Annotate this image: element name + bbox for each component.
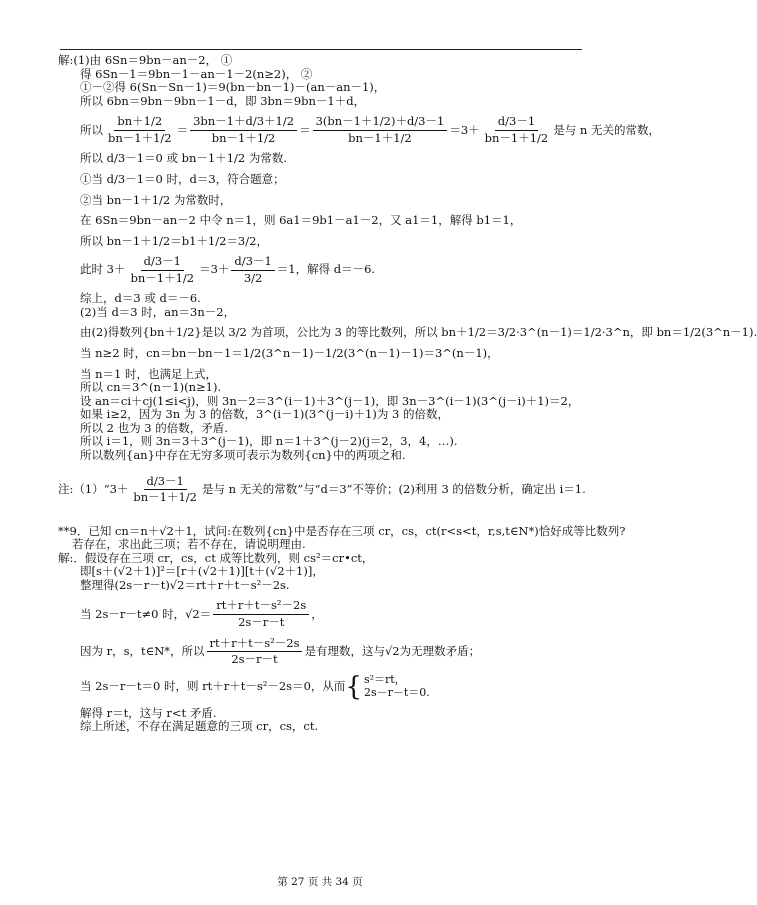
solution-line-7: ②当 bn－1＋1/2 为常数时， — [80, 192, 232, 207]
solution-line-5: 所以 d/3－1＝0 或 bn－1＋1/2 为常数. — [80, 151, 288, 166]
solution-line-11: (2)当 d＝3 时，an＝3n－2， — [80, 304, 236, 319]
fraction-numerator: rt＋r＋t－s²－2s — [207, 637, 303, 653]
solution-line-1: 解:(1)由 6Sn＝9bn－an－2， ① — [58, 53, 233, 67]
problem9-solution-5: 综上所述，不存在满足题意的三项 cr，cs，ct. — [80, 719, 319, 734]
ratio-mid: ＝3＋ — [449, 122, 480, 137]
system-prefix: 当 2s－r－t＝0 时，则 rt＋r＋t－s²－2s＝0，从而 — [80, 678, 346, 693]
fraction-numerator: d/3－1 — [144, 475, 187, 491]
d-mid: ＝3＋ — [199, 262, 230, 277]
fraction-denominator: bn－1＋1/2 — [130, 270, 195, 285]
fraction — [190, 115, 297, 145]
solution-line-9: 所以 bn－1＋1/2＝b1＋1/2＝3/2， — [80, 233, 268, 248]
fraction — [313, 115, 448, 145]
fraction-denominator: bn－1＋1/2 — [108, 130, 172, 145]
solution-line-3: ①－②得 6(Sn－Sn－1)＝9(bn－bn－1)－(an－an－1)， — [80, 80, 386, 95]
fraction-numerator: 3(bn－1＋1/2)＋d/3－1 — [313, 115, 448, 131]
page-content — [58, 53, 757, 734]
fraction-denominator: bn－1＋1/2 — [133, 490, 197, 505]
fraction-denominator: bn－1＋1/2 — [211, 130, 276, 145]
d-prefix: 此时 3＋ — [80, 262, 126, 277]
solution-line-8: 在 6Sn＝9bn－an－2 中令 n＝1，则 6a1＝9b1－a1－2，又 a1＝1，解得 b1＝1， — [80, 213, 522, 228]
problem9-solution-4: 解得 r＝t，这与 r<t 矛盾. — [80, 705, 217, 720]
sqrt2-equation — [58, 599, 590, 629]
problem9-solution-2: 即[s＋(√2＋1)]²＝[r＋(√2＋1)][t＋(√2＋1)]， — [80, 564, 324, 579]
d-suffix: ＝1，解得 d＝－6. — [276, 262, 376, 277]
fraction — [231, 255, 274, 285]
sqrt2-suffix: ， — [311, 606, 323, 621]
solution-line-14: 当 n＝1 时，也满足上式， — [80, 366, 218, 381]
problem9-solution-1: 解:．假设存在三项 cr，cs，ct 成等比数列，则 cs²＝cr•ct， — [58, 550, 374, 565]
fraction-denominator: 2s－r－t — [238, 615, 285, 629]
fraction-numerator: 3bn－1＋d/3＋1/2 — [190, 115, 297, 131]
fraction — [213, 599, 309, 629]
fraction-numerator: rt＋r＋t－s²－2s — [213, 599, 309, 615]
note — [58, 475, 590, 505]
fraction — [130, 475, 200, 505]
solution-line-2: 得 6Sn－1＝9bn－1－an－1－2(n≥2)， ② — [80, 66, 313, 81]
system-line-2: 2s－r－t＝0. — [363, 685, 430, 699]
solution-line-16: 设 an＝ci＋cj(1≤i<j)，则 3n－2＝3^(i－1)＋3^(j－1)，即 3n－3^(i－1)(3^(j－i)＋1)＝2， — [80, 393, 580, 408]
solution-line-4: 所以 6bn＝9bn－9bn－1－d，即 3bn＝9bn－1＋d， — [80, 93, 366, 108]
fraction — [105, 115, 175, 145]
equation-system — [364, 674, 430, 700]
solution-line-17: 如果 i≥2，因为 3n 为 3 的倍数，3^(i－1)(3^(j－i)＋1)为 3 的倍数， — [80, 407, 449, 422]
solution-line-13: 当 n≥2 时，cn＝bn－bn－1＝1/2(3^n－1)－1/2(3^(n－1)－1)＝3^(n－1)， — [80, 346, 499, 360]
header-rule — [60, 49, 582, 50]
note-suffix: 是与 n 无关的常数”与“d＝3”不等价；(2)利用 3 的倍数分析，确定出 i＝1. — [201, 481, 586, 496]
solution-line-18: 所以 2 也为 3 的倍数，矛盾. — [80, 420, 228, 435]
fraction — [127, 255, 197, 285]
d-equation — [58, 255, 590, 285]
note-prefix: 注:（1）“3＋ — [58, 481, 129, 496]
ratio-suffix: 是与 n 无关的常数， — [553, 122, 660, 137]
problem9-statement: **9．已知 cn＝n＋√2＋1，试问:在数列{cn}中是否存在三项 cr，cs，ct(r<s<t，r,s,t∈N*)恰好成等比数列? — [58, 523, 626, 538]
fraction-denominator: bn－1＋1/2 — [484, 130, 549, 145]
rational-suffix: 是有理数，这与√2为无理数矛盾； — [304, 643, 481, 658]
page-footer: 第 27 页 共 34 页 — [277, 876, 363, 888]
sqrt2-prefix: 当 2s－r－t≠0 时，√2＝ — [80, 606, 212, 621]
problem9-solution-3: 整理得(2s－r－t)√2＝rt＋r＋t－s²－2s. — [80, 577, 290, 592]
fraction — [482, 115, 552, 145]
solution-line-6: ①当 d/3－1＝0 时，d＝3，符合题意； — [80, 171, 285, 186]
fraction-numerator: d/3－1 — [495, 115, 538, 131]
solution-line-12: 由(2)得数列{bn＋1/2}是以 3/2 为首项，公比为 3 的等比数列，所以 bn＋1/2＝3/2·3^(n－1)＝1/2·3^n，即 bn＝1/2(3^n－1). — [80, 325, 757, 340]
solution-line-19: 所以 i＝1，则 3n＝3＋3^(j－1)，即 n＝1＋3^(j－2)(j＝2，3，4，…). — [80, 434, 458, 449]
system-line-1: s²＝rt， — [363, 672, 406, 686]
problem9-statement-2: 若存在，求出此三项；若不存在，请说明理由. — [72, 537, 306, 552]
fraction-denominator: bn－1＋1/2 — [348, 130, 412, 145]
solution-line-20: 所以数列{an}中存在无穷多项可表示为数列{cn}中的两项之和. — [80, 447, 406, 462]
system-equation — [58, 671, 590, 702]
ratio-equation: 所以 $\frac{bn+1/2}{bn-1+1/2}$ ＝ $\frac{3bn-1+d/3+1/2}{bn-1+1/2}$ ＝ $\frac{3(bn-1+1/2)+d/3-1}{bn-1+1/2}$ ＝3＋ $\frac{d/3-1}{bn-1+1/2}$ 是与 n 无关的常数， — [80, 114, 660, 145]
fraction-denominator: 2s－r－t — [231, 652, 278, 667]
fraction-numerator: d/3－1 — [141, 255, 184, 271]
fraction-numerator: d/3－1 — [231, 255, 274, 271]
ratio-prefix: 所以 — [80, 122, 103, 137]
fraction-numerator: bn＋1/2 — [114, 115, 165, 131]
fraction — [207, 637, 303, 667]
rational-prefix: 因为 r，s，t∈N*，所以 — [80, 643, 205, 658]
solution-line-10: 综上，d＝3 或 d＝－6. — [80, 291, 201, 306]
rational-equation — [58, 637, 590, 667]
fraction-denominator: 3/2 — [243, 270, 263, 285]
solution-line-15: 所以 cn＝3^(n－1)(n≥1). — [80, 380, 222, 395]
brace-symbol: { — [345, 671, 362, 702]
